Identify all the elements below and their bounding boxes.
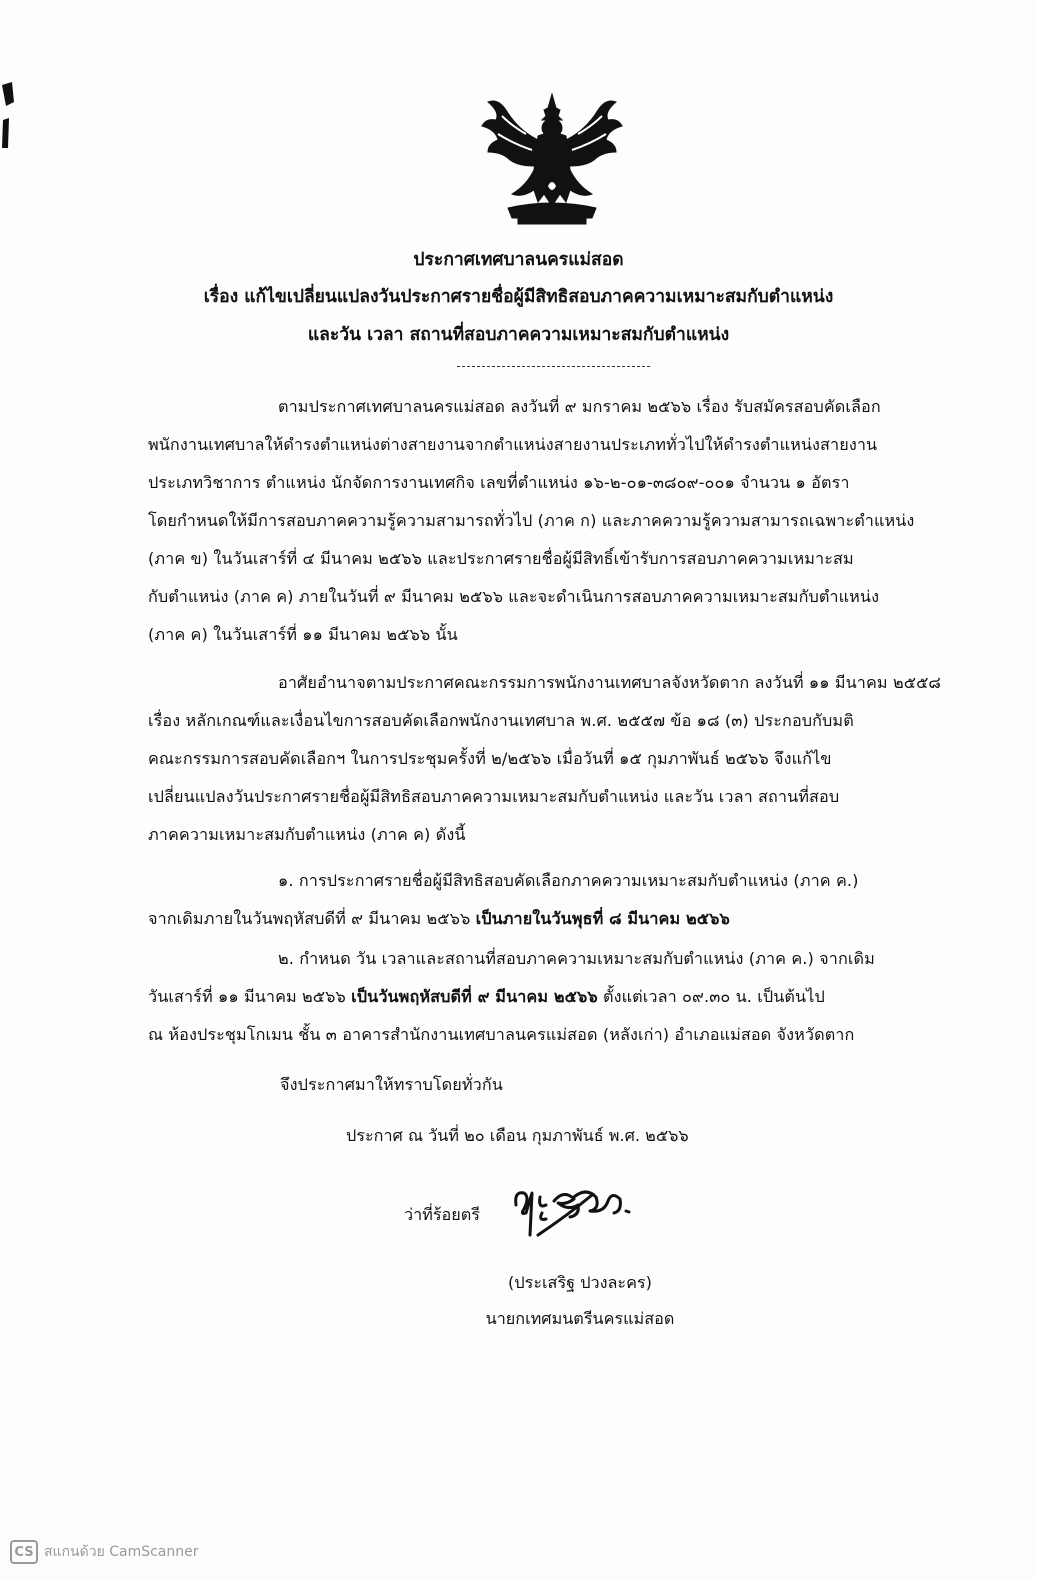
paragraph-line: เรื่อง หลักเกณฑ์และเงื่อนไขการสอบคัดเลือกพนักงานเทศบาล พ.ศ. ๒๕๕๗ ข้อ ๑๘ (๓) ประกอบกับมติ: [148, 711, 854, 730]
announcement-subject: เรื่อง แก้ไขเปลี่ยนแปลงวันประกาศรายชื่อผู้มีสิทธิสอบภาคความเหมาะสมกับตำแหน่ง: [203, 287, 834, 307]
announcement-title: ประกาศเทศบาลนครแม่สอด: [413, 250, 624, 270]
paragraph-line: กับตำแหน่ง (ภาค ค) ภายในวันที่ ๙ มีนาคม ๒๕๖๖ และจะดำเนินการสอบภาคความเหมาะสมกับตำแหน่ง: [148, 587, 880, 606]
item-line: [148, 978, 948, 1016]
paragraph-line: คณะกรรมการสอบคัดเลือกฯ ในการประชุมครั้งที่ ๒/๒๕๖๖ เมื่อวันที่ ๑๕ กุมภาพันธ์ ๒๕๖๖ จึงแก้ไข: [148, 749, 832, 768]
watermark-text: สแกนด้วย CamScanner: [44, 1544, 199, 1560]
paragraph-line: (ภาค ค) ในวันเสาร์ที่ ๑๑ มีนาคม ๒๕๖๖ นั้น: [148, 625, 458, 644]
signer-title: นายกเทศมนตรีนครแม่สอด: [485, 1309, 675, 1328]
item-line: [148, 900, 948, 938]
item-line: ๑. การประกาศรายชื่อผู้มีสิทธิสอบคัดเลือกภาคความเหมาะสมกับตำแหน่ง (ภาค ค.): [278, 871, 859, 890]
item-bold-text: เป็นวันพฤหัสบดีที่ ๙ มีนาคม ๒๕๖๖: [351, 987, 598, 1006]
header-divider: [457, 366, 650, 367]
paragraph-background: [148, 388, 948, 654]
item-line: ณ ห้องประชุมโกเมน ชั้น ๓ อาคารสำนักงานเทศบาลนครแม่สอด (หลังเก่า) อำเภอแม่สอด จังหวัดตาก: [148, 1025, 855, 1044]
paragraph-line: ตามประกาศเทศบาลนครแม่สอด ลงวันที่ ๙ มกราคม ๒๕๖๖ เรื่อง รับสมัครสอบคัดเลือก: [278, 397, 881, 416]
signer-rank: ว่าที่ร้อยตรี: [404, 1205, 480, 1224]
item-text: ตั้งแต่เวลา ๐๙.๓๐ น. เป็นต้นไป: [597, 987, 825, 1006]
garuda-emblem-icon: [478, 90, 626, 230]
item-text: จากเดิมภายในวันพฤหัสบดีที่ ๙ มีนาคม ๒๕๖๖: [148, 909, 476, 928]
paragraph-line: (ภาค ข) ในวันเสาร์ที่ ๔ มีนาคม ๒๕๖๖ และประกาศรายชื่อผู้มีสิทธิ์เข้ารับการสอบภาคความเหมาะสม: [148, 549, 854, 568]
paragraph-line: พนักงานเทศบาลให้ดำรงตำแหน่งต่างสายงานจากตำแหน่งสายงานประเภททั่วไปให้ดำรงตำแหน่งสายงาน: [148, 435, 878, 454]
camscanner-logo-icon: CS: [10, 1540, 38, 1564]
item-bold-text: เป็นภายในวันพุธที่ ๘ มีนาคม ๒๕๖๖: [475, 909, 730, 928]
scan-edge-mark: [0, 80, 16, 150]
paragraph-authority: [148, 664, 948, 854]
announcement-date: ประกาศ ณ วันที่ ๒๐ เดือน กุมภาพันธ์ พ.ศ. ๒๕๖๖: [346, 1126, 689, 1145]
paragraph-line: โดยกำหนดให้มีการสอบภาคความรู้ความสามารถทั่วไป (ภาค ก) และภาคความรู้ความสามารถเฉพาะตำแหน่ง: [148, 511, 915, 530]
item-text: วันเสาร์ที่ ๑๑ มีนาคม ๒๕๖๖: [148, 987, 352, 1006]
paragraph-line: ประเภทวิชาการ ตำแหน่ง นักจัดการงานเทศกิจ เลขที่ตำแหน่ง ๑๖-๒-๐๑-๓๘๐๙-๐๐๑ จำนวน ๑ อัตรา: [148, 473, 850, 492]
item-line: ๒. กำหนด วัน เวลาและสถานที่สอบภาคความเหมาะสมกับตำแหน่ง (ภาค ค.) จากเดิม: [278, 949, 875, 968]
handwritten-signature: [508, 1175, 658, 1250]
announcement-subject-cont: และวัน เวลา สถานที่สอบภาคความเหมาะสมกับตำแหน่ง: [307, 325, 730, 345]
closing-statement: จึงประกาศมาให้ทราบโดยทั่วกัน: [280, 1075, 503, 1094]
signer-name: (ประเสริฐ ปวงละคร): [508, 1273, 652, 1292]
camscanner-watermark: [10, 1540, 199, 1564]
item-1: [148, 862, 948, 938]
paragraph-line: อาศัยอำนาจตามประกาศคณะกรรมการพนักงานเทศบาลจังหวัดตาก ลงวันที่ ๑๑ มีนาคม ๒๕๕๘: [278, 673, 942, 692]
paragraph-line: เปลี่ยนแปลงวันประกาศรายชื่อผู้มีสิทธิสอบภาคความเหมาะสมกับตำแหน่ง และวัน เวลา สถานที่สอบ: [148, 787, 840, 806]
paragraph-line: ภาคความเหมาะสมกับตำแหน่ง (ภาค ค) ดังนี้: [148, 825, 466, 844]
item-2: [148, 940, 948, 1054]
